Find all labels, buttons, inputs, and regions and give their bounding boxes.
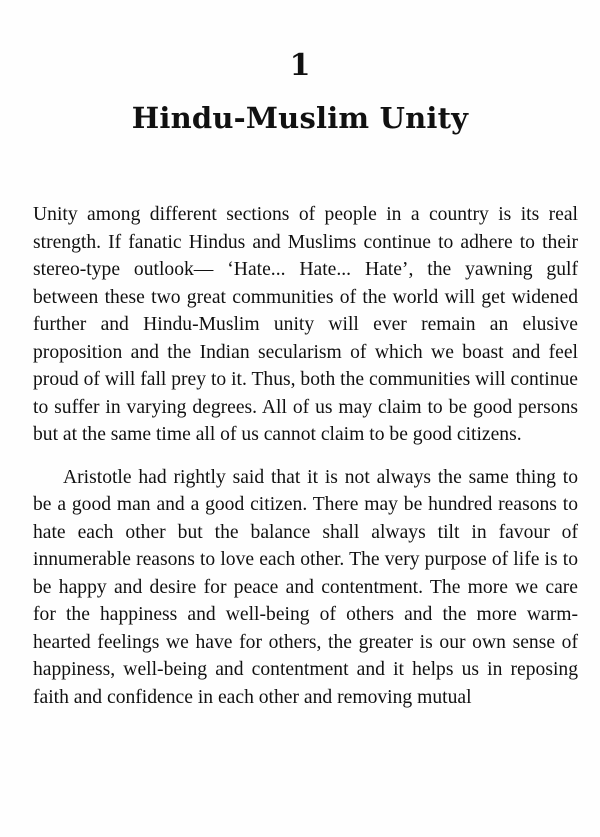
paragraph-2: Aristotle had rightly said that it is not always the same thing to be a good man and a good citizen. There may be hundred reasons to hate each other but the balance shall always tilt in favour of innumerable reasons to love each other. The very purpose of life is to be happy and desire for peace and contentment. The more we care for the happiness and well-being of others and the more warm-hearted feelings we have for others, the greater is our own sense of happiness, well-being and contentment and it helps us in reposing faith and confidence in each other and removing mutual	[33, 466, 578, 708]
paragraph-1: Unity among different sections of people in a country is its real strength. If fanatic Hindus and Muslims continue to adhere to their stereo-type outlook— ‘Hate... Hate... Hate’, the yawning gulf between these two great communities of the world will get widened further and Hindu-Muslim unity will ever remain an elusive proposition and the Indian secularism of which we boast and feel proud of will fall prey to it. Thus, both the communities will continue to suffer in varying degrees. All of us may claim to be good persons but at the same time all of us cannot claim to be good citizens.	[33, 204, 578, 445]
chapter-body	[33, 201, 578, 711]
chapter-number: 1	[289, 48, 311, 83]
chapter-title: Hindu-Muslim Unity	[131, 101, 469, 135]
